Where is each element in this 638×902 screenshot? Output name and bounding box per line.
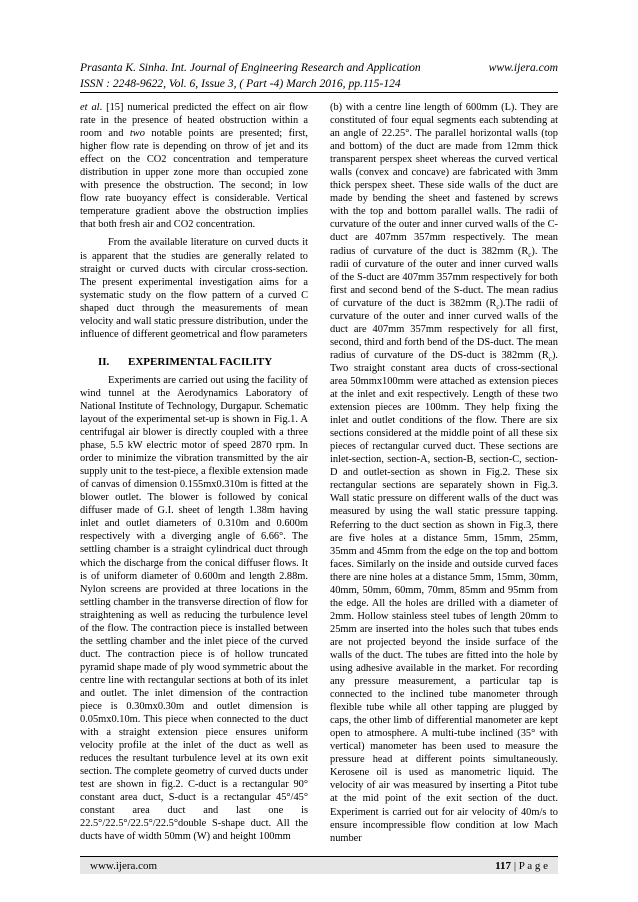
section-title: EXPERIMENTAL FACILITY	[128, 355, 273, 368]
page-footer	[80, 856, 558, 874]
left-column	[80, 101, 308, 856]
header-divider	[80, 92, 558, 93]
paragraph-literature-continued	[80, 101, 308, 231]
subscript-c: c	[548, 354, 552, 363]
paragraph-aims: From the available literature on curved ducts it is apparent that the studies are generally related to straight or curved ducts with circular cross-section. The present experimental investigation aims for a systematic study on the flow pattern of a curved C shaped duct through the measurements of mean velocity and wall static pressure distribution, under the influence of different geometrical and flow parameters	[80, 237, 308, 340]
et-al-text: et al	[80, 102, 100, 113]
paragraph-duct-geometry	[330, 101, 558, 845]
paragraph-experimental-facility: Experiments are carried out using the facility of wind tunnel at the Aerodynamics Laboratory of National Institute of Technology, Durgapur. Schematic layout of the experimental set-up is shown in Fig.1. A centrifugal air blower is directly coupled with a three phase, 5.5 kW electric motor of speed 2870 rpm. In order to minimize the vibration transmitted by the air supply unit to the test-piece, a flexible extension made of canvas of dimension 0.155mx0.310m is fitted at the blower outlet. The blower is followed by conical diffuser made of G.I. sheet of length 1.38m having inlet and outlet diameters of 0.310m and 0.600m respectively with a diverging angle of 6.66°. The settling chamber is a straight cylindrical duct through which the discharge from the conical diffuser flows. It is of uniform diameter of 0.600m and length 2.88m. Nylon screens are provided at three locations in the settling chamber in the transverse direction of flow for straightening as well as reducing the turbulence level of the flow. The contraction piece is installed between the settling chamber and the inlet piece of the curved duct. The contraction piece is of hollow truncated pyramid shape made of ply wood symmetric about the centre line with rectangular sections at both of its inlet and outlet. The inlet dimension of the contraction piece is 0.30mx0.30m and outlet dimension is 0.05mx0.10m. This piece when connected to the duct with a straight extension piece ensures uniform velocity profile at the inlet of the duct as well as reduces the resultant turbulence level at its own exit section. The complete geometry of curved ducts under test are shown in fig.2. C-duct is a rectangular 90° constant area duct, S-duct is a rectangular 45°/45° constant area duct and last one is 22.5°/22.5°/22.5°/22.5°double S-shape duct. All the ducts have of width 50mm (W) and height 100mm	[80, 374, 308, 843]
paragraph-text: . [15] numerical predicted the effect on air flow rate in the presence of heated obstruction within a room and	[80, 102, 308, 140]
section-heading	[80, 355, 308, 369]
header-citation: Prasanta K. Sinha. Int. Journal of Engineering Research and Application	[80, 61, 421, 74]
paragraph-text: ).The radii of curvature of the outer and inner curved walls of the duct are 407mm 357mm respectively for all first, second, third and forth bend of the DS-duct. The mean radius of curvature of the DS-duct is 382mm (R	[330, 297, 558, 361]
paragraph-text: (b) with a centre line length of 600mm (L). They are constituted of four equal segments each subtending at an angle of 22.25°. The parallel horizontal walls (top and bottom) of the duct are made from 12mm thick transparent perspex sheet whereas the curved vertical walls (convex and concave) are fabricated with 3mm thick perspex sheet. These side walls of the duct are made by bending the sheet and fastened by screws with the top and bottom parallel walls. The radii of curvature of the outer and inner curved walls of the C-duct are 407mm 357mm respectively. The mean radius of curvature of the duct is 382mm (R	[330, 102, 558, 257]
header-website[interactable]: www.ijera.com	[488, 61, 558, 74]
paragraph-text: notable points are presented; first, higher flow rate is depending on throw of jet and its effect on the CO2 concentration and temperature distribution in upper zone more than occupied zone with presence the obstruction. The second; in low flow rate buoyancy effect is considerable. Vertical temperature gradient above the obstruction implies that both fresh air and CO2 concentration.	[80, 128, 308, 231]
paragraph-text: ). The radii of curvature of the outer and inner curved walls of the S-duct are 407mm 357mm respectively for both first and second bend of the S-duct. The mean radius of curvature of the duct is 382mm (R	[330, 245, 559, 309]
running-header	[80, 60, 558, 92]
footer-page-indicator	[495, 860, 548, 872]
section-number: II.	[98, 355, 110, 368]
right-column	[330, 101, 558, 856]
header-issn: ISSN : 2248-9622, Vol. 6, Issue 3, ( Part -4) March 2016, pp.115-124	[80, 77, 401, 90]
footer-website[interactable]: www.ijera.com	[90, 859, 158, 872]
paragraph-text: ). Two straight constant area ducts of cross-sectional area 50mmx100mm were attached as extension pieces at the inlet and exit respectively. Length of these two extension pieces are 100mm. They help fixing the inlet and outlet conditions of the flow. There are six sections considered at the middle point of all these six pieces of rectangular curved duct. These sections are inlet-section, section-A, section-B, section-C, section-D and outlet-section as shown in Fig.2. These six rectangular sections are separately shown in Fig.3. Wall static pressure on different walls of the duct was measured by using the wall static pressure tapping. Referring to the duct section as shown in Fig.3, there are five holes at a distance 5mm, 15mm, 25mm, 35mm and 45mm from the edge on the top and bottom faces. Similarly on the inside and outside curved faces there are nine holes at a distance 5mm, 15mm, 30mm, 40mm, 50mm, 60mm, 70mm, 85mm and 95mm from the edge. All the holes are drilled with a diameter of 2mm. Hollow stainless steel tubes of length 20mm to 25mm are inserted into the holes such that tubes ends are not projected beyond the inside surface of the walls of the duct. The tubes are fitted into the hole by using adhesive available in the market. For recording any pressure measurement, a particular tap is connected to the inclined tube manometer through flexible tube while all other tapping are plugged by caps, the other limb of differential manometer are kept open to atmosphere. A multi-tube inclined (35° with vertical) manometer has been used to measure the pressure head at different points simultaneously. Kerosene oil is used as manometric liquid. The velocity of air was measured by inserting a Pitot tube at the mid point of the exit section of the duct. Experiment is carried out for air velocity of 40m/s to ensure incompressible flow condition at low Mach number	[330, 349, 558, 844]
subscript-c: c	[496, 302, 500, 311]
page-number: 117	[495, 859, 512, 872]
page-label: | P a g e	[511, 859, 548, 872]
two-column-body	[80, 101, 558, 856]
subscript-c: c	[528, 250, 532, 259]
emphasis-text: two	[129, 128, 145, 140]
